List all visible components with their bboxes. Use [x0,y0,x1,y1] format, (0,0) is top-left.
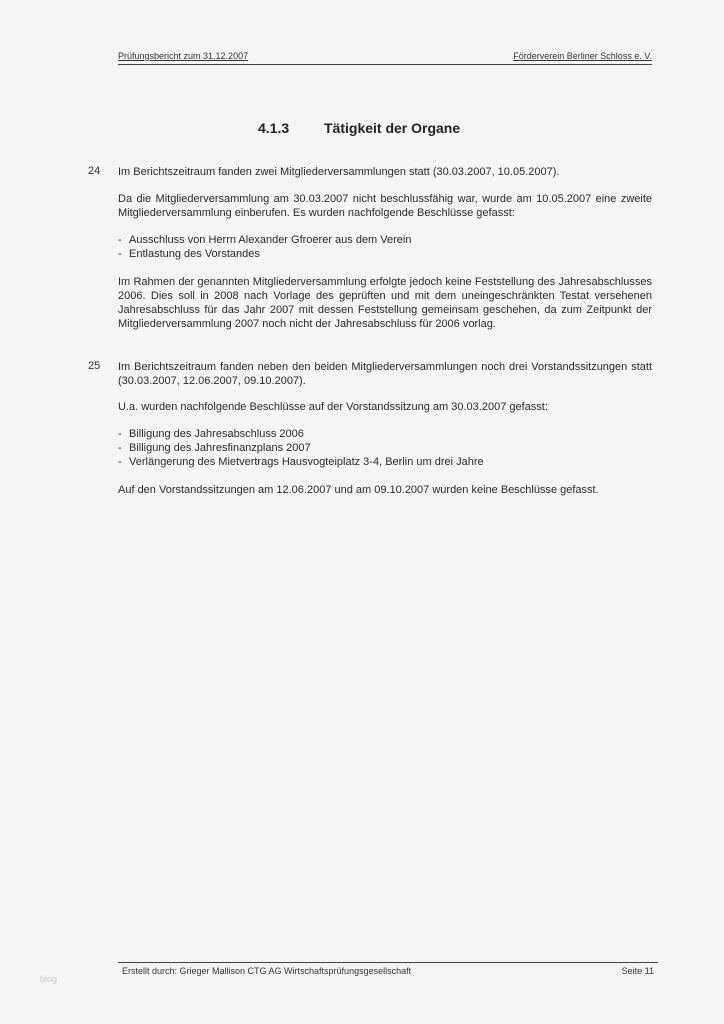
p24-intro: Im Berichtszeitraum fanden zwei Mitgliederversammlungen statt (30.03.2007, 10.05.2007). [118,166,560,178]
page-header [118,50,652,65]
watermark: blog [40,974,58,984]
p24-body1: Da die Mitgliederversammlung am 30.03.2007 nicht beschlussfähig war, wurde am 10.05.2007 eine zweite Mitgliederversammlung einberufen. Es wurden nachfolgende Beschlüsse gefasst: [118,193,652,219]
p25-intro: Im Berichtszeitraum fanden neben den beiden Mitgliederversammlungen noch drei Vorstandssitzungen statt (30.03.2007, 12.06.2007, 09.10.2007). [118,361,652,387]
page-footer [118,962,658,977]
header-report-title: Prüfungsbericht zum 31.12.2007 [118,51,249,61]
header-organization: Förderverein Berliner Schloss e. V. [513,51,652,61]
section-title: Tätigkeit der Organe [324,120,461,136]
p25-resolution-list [118,427,652,469]
list-item: - Entlastung des Vorstandes [118,247,652,261]
paragraph-number-24: 24 [88,165,101,177]
p24-resolution-list [118,233,652,261]
section-heading [258,120,460,136]
p25-body2: Auf den Vorstandssitzungen am 12.06.2007 und am 09.10.2007 wurden keine Beschlüsse gefasst. [118,484,599,496]
footer-author: Erstellt durch: Grieger Mallison CTG AG Wirtschaftsprüfungsgesellschaft [122,966,412,976]
page-number: Seite 11 [621,966,654,976]
list-item: - Billigung des Jahresfinanzplans 2007 [118,441,652,455]
list-item: - Ausschluss von Herrn Alexander Gfroerer aus dem Verein [118,233,652,247]
p24-body2: Im Rahmen der genannten Mitgliederversammlung erfolgte jedoch keine Feststellung des Jahresabschlusses 2006. Dies soll in 2008 nach Vorlage des geprüften und mit dem uneingeschränkten Testat versehenen Jahresabschluss für das Jahr 2007 mit dessen Feststellung gemeinsam geschehen, da zum Zeitpunkt der Mitgliederversammlung 2007 noch nicht der Jahresabschluss für 2006 vorlag. [118,276,652,330]
section-number: 4.1.3 [258,120,290,136]
p25-body1: U.a. wurden nachfolgende Beschlüsse auf der Vorstandssitzung am 30.03.2007 gefasst: [118,401,548,413]
list-item: - Billigung des Jahresabschluss 2006 [118,427,652,441]
list-item: - Verlängerung des Mietvertrags Hausvogteiplatz 3-4, Berlin um drei Jahre [118,455,652,469]
paragraph-number-25: 25 [88,360,101,372]
